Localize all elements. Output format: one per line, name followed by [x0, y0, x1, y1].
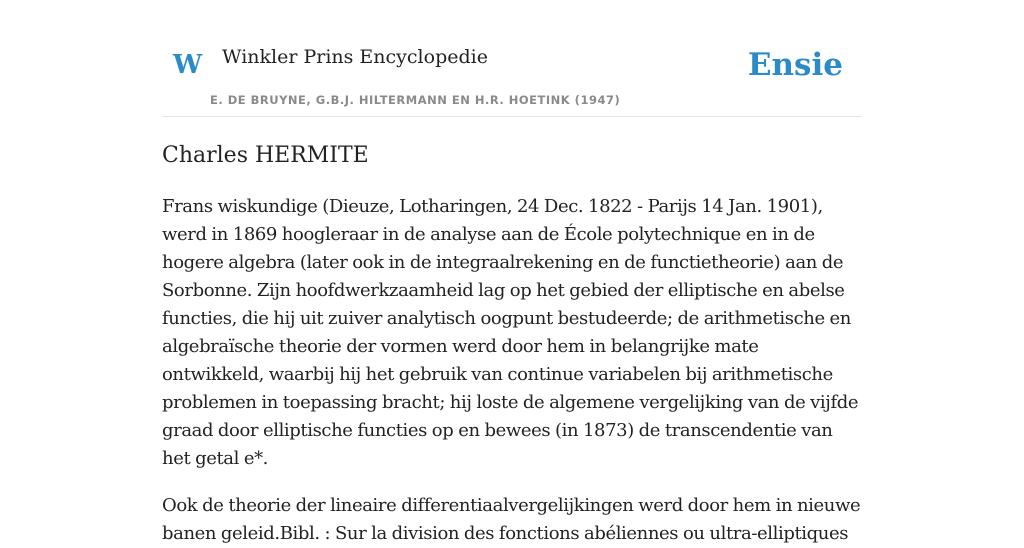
content-container — [162, 0, 862, 548]
article-paragraph: Ook de theorie der lineaire differentiaalvergelijkingen werd door hem in nieuwe banen geleid.Bibl. : Sur la division des fonctions abéliennes ou ultra-elliptiques — [162, 495, 861, 545]
winkler-prins-logo[interactable]: W — [173, 50, 203, 80]
article-paragraph: Frans wiskundige (Dieuze, Lotharingen, 24 Dec. 1822 - Parijs 14 Jan. 1901), werd in 1869 hoogleraar in de analyse aan de École polytechnique en in de hogere algebra (later ook in de integraalrekening en de functietheorie) aan de Sorbonne. Zijn hoofdwerkzaamheid lag op het gebied der elliptische en abelse functies, die hij uit zuiver analytisch oogpunt bestudeerde; de arithmetische en algebraïsche theorie der vormen werd door hem in belangrijke mate ontwikkeld, waarbij hij het gebruik van continue variabelen bij arithmetische problemen in toepassing bracht; hij loste de algemene vergelijking van de vijfde graad door elliptische functies op en bewees (in 1873) de transcendentie van het getal e*. — [162, 196, 859, 470]
encyclopedia-authors: E. DE BRUYNE, G.B.J. HILTERMANN EN H.R. HOETINK (1947) — [210, 93, 621, 107]
encyclopedia-title-link[interactable]: Winkler Prins Encyclopedie — [222, 46, 488, 68]
article-body — [162, 193, 862, 548]
ensie-logo[interactable]: Ensie — [747, 47, 843, 83]
article-title: Charles HERMITE — [162, 143, 369, 168]
encyclopedia-header — [162, 0, 862, 117]
